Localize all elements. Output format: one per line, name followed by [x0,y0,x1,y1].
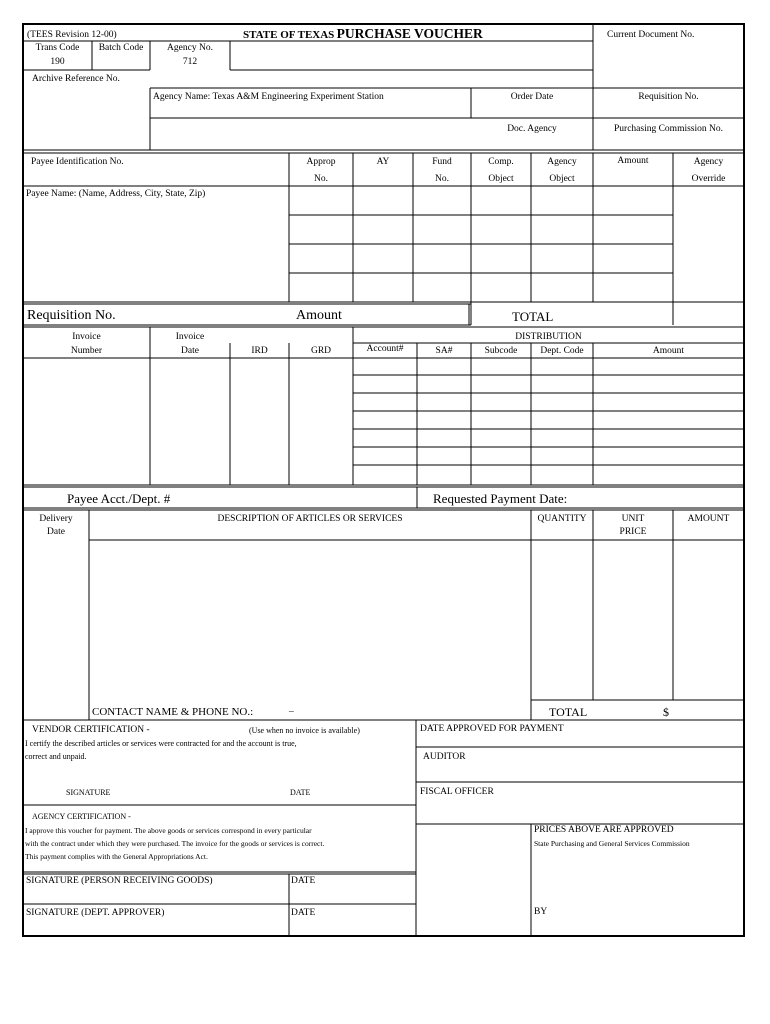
archive-reference-label: Archive Reference No. [32,74,120,84]
distribution-label: DISTRIBUTION [515,332,582,342]
vendor-cert-title: VENDOR CERTIFICATION - [32,725,150,735]
requisition-no-label: Requisition No. [638,92,699,102]
approp-label-1: Approp [306,157,336,167]
requisition-no-row-label: Requisition No. [27,308,116,323]
doc-agency-label: Doc. Agency [507,124,557,134]
ird-label: IRD [251,346,268,356]
items-amount-label: AMOUNT [687,514,730,524]
ay-label: AY [376,157,390,167]
agency-no-value: 712 [182,57,198,67]
form-title-small: STATE OF TEXAS [243,29,335,41]
vendor-signature-label: SIGNATURE [66,788,111,797]
approver-date-label: DATE [291,908,316,918]
sa-label: SA# [435,346,453,356]
invoice-date-label-1: Invoice [175,332,205,342]
delivery-date-label-2: Date [47,527,65,537]
payee-name-label: Payee Name: (Name, Address, City, State, Zip) [26,189,206,199]
approp-label-2: No. [314,174,328,184]
agency-cert-line-3: This payment complies with the General Appropriations Act. [25,852,208,861]
vendor-cert-note: (Use when no invoice is available) [249,726,360,735]
requested-payment-date-label: Requested Payment Date: [433,491,568,506]
receiving-signature-label: SIGNATURE (PERSON RECEIVING GOODS) [26,876,213,886]
date-approved-label: DATE APPROVED FOR PAYMENT [420,724,564,734]
batch-code-label: Batch Code [98,43,144,53]
form-title-large: PURCHASE VOUCHER [336,26,483,41]
comp-object-label-2: Object [488,174,514,184]
quantity-label: QUANTITY [537,514,587,524]
revision-label: (TEES Revision 12-00) [27,30,117,40]
approver-signature-label: SIGNATURE (DEPT. APPROVER) [26,908,165,918]
items-total-label: TOTAL [549,705,588,719]
comp-object-label-1: Comp. [488,157,514,167]
by-label: BY [534,907,548,917]
delivery-date-label-1: Delivery [39,514,73,524]
account-label: Account# [366,344,404,354]
commission-label: State Purchasing and General Services Commission [534,839,690,848]
agency-override-label-1: Agency [693,157,724,167]
unit-price-label-1: UNIT [621,514,645,524]
prices-approved-label: PRICES ABOVE ARE APPROVED [534,825,674,835]
trans-code-label: Trans Code [35,43,80,53]
subcode-label: Subcode [484,346,518,356]
payee-amount-label: Amount [617,156,649,166]
agency-cert-line-2: with the contract under which they were purchased. The invoice for the goods or services is correct. [25,839,325,848]
order-date-label: Order Date [510,92,554,102]
contact-name-label: CONTACT NAME & PHONE NO.: [92,706,254,718]
vendor-date-label: DATE [290,788,311,797]
agency-no-label: Agency No. [167,43,213,53]
fund-label-2: No. [435,174,449,184]
vendor-cert-line-2: correct and unpaid. [25,752,87,761]
grd-label: GRD [310,346,332,356]
items-total-dollar: $ [663,705,669,719]
distribution-amount-label: Amount [652,346,685,356]
agency-cert-title: AGENCY CERTIFICATION - [32,812,131,821]
description-label: DESCRIPTION OF ARTICLES OR SERVICES [217,514,403,524]
unit-price-label-2: PRICE [619,527,647,537]
purchasing-commission-label: Purchasing Commission No. [614,124,723,134]
fiscal-officer-label: FISCAL OFFICER [420,787,494,797]
agency-cert-line-1: I approve this voucher for payment. The above goods or services correspond in every particular [25,826,312,835]
trans-code-value: 190 [50,57,65,67]
invoice-date-label-2: Date [181,346,199,356]
receiving-date-label: DATE [291,876,316,886]
invoice-number-label-2: Number [70,346,103,356]
agency-object-label-1: Agency [547,157,577,167]
vendor-cert-line-1: I certify the described articles or services were contracted for and the account is true, [25,739,297,748]
current-document-label: Current Document No. [607,30,695,40]
dept-code-label: Dept. Code [540,346,584,356]
requisition-total-label: TOTAL [512,309,554,324]
requisition-amount-label: Amount [296,308,342,323]
invoice-number-label-1: Invoice [72,332,101,342]
payee-id-label: Payee Identification No. [31,157,124,167]
agency-override-label-2: Override [691,174,726,184]
fund-label-1: Fund [432,157,452,167]
contact-name-mark: _ [289,704,294,714]
auditor-label: AUDITOR [423,752,466,762]
form-title [243,28,483,42]
payee-acct-label: Payee Acct./Dept. # [67,491,171,506]
agency-object-label-2: Object [549,174,575,184]
agency-name: Agency Name: Texas A&M Engineering Experiment Station [153,92,384,102]
